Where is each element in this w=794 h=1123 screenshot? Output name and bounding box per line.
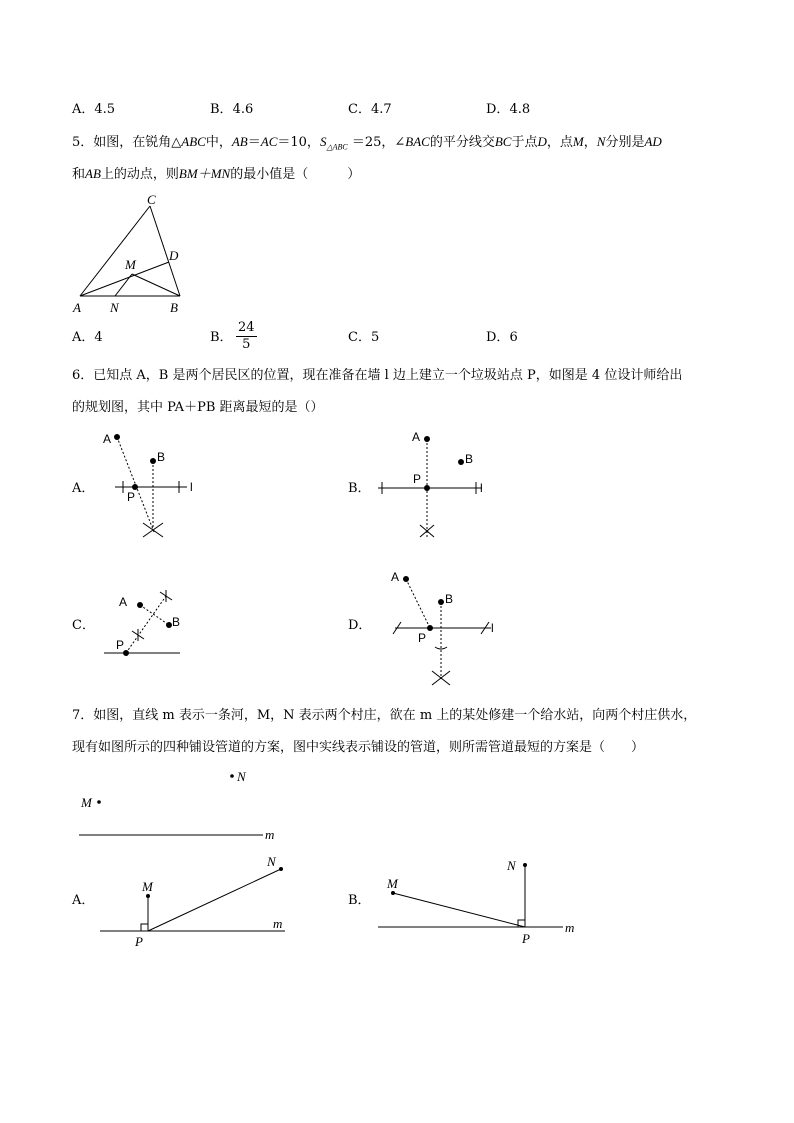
q6-option-a-key: A．: [72, 481, 95, 496]
text: BAC: [405, 134, 430, 149]
text: ABC: [181, 134, 206, 149]
q7-figure-a: [95, 850, 305, 950]
q6-figure-d: [385, 565, 505, 695]
label-p: P: [127, 490, 136, 504]
q5-option-b-fraction: [236, 320, 257, 353]
q4-option-c: [348, 102, 392, 118]
text: BC: [494, 134, 512, 149]
label-b: B: [170, 300, 178, 315]
q5-stem-line2: [72, 166, 360, 183]
option-key: A．: [72, 330, 95, 345]
option-key: D．: [486, 102, 510, 117]
option-text: 4.5: [94, 102, 116, 117]
text: AB: [85, 166, 101, 181]
label-p: P: [116, 638, 125, 652]
text: ，点: [546, 135, 573, 150]
text: ＝: [247, 135, 261, 150]
q7-option-b-key: B．: [348, 893, 371, 908]
label-l: l: [190, 480, 193, 494]
text: AB: [231, 134, 248, 149]
fraction-numerator: 24: [238, 320, 255, 335]
q7-stem-line2: 现有如图所示的四种铺设管道的方案，图中实线表示铺设的管道，则所需管道最短的方案是（ ）: [72, 740, 645, 755]
label-d: D: [169, 248, 179, 263]
label-b: B: [445, 592, 454, 606]
fraction-denominator: 5: [242, 337, 251, 352]
text: AC: [260, 134, 278, 149]
text: 和: [72, 167, 86, 182]
label-p: P: [413, 472, 422, 486]
text: M: [572, 134, 584, 149]
text: 5．如图，在锐角△: [72, 135, 182, 150]
option-text: 6: [509, 330, 518, 345]
q7-river-figure: [75, 765, 295, 845]
q7-figure-b: [375, 850, 595, 950]
text: 上的动点，则: [100, 167, 179, 182]
label-n: N: [507, 858, 516, 873]
label-river-m: m: [565, 920, 575, 935]
text: 分别是: [605, 135, 645, 150]
text: ，: [583, 135, 597, 150]
q7-stem-line1: 7．如图，直线 m 表示一条河，M，N 表示两个村庄，欲在 m 上的某处修建一个给水站，向两个村庄供水，: [72, 708, 697, 723]
q6-option-d-key: D．: [348, 618, 372, 633]
label-b: B: [172, 615, 181, 629]
label-a: A: [391, 570, 400, 584]
q5-stem-line1: [72, 134, 662, 156]
option-key: D．: [486, 330, 510, 345]
label-p: P: [522, 931, 530, 946]
label-m: M: [81, 795, 92, 810]
text: 中，: [205, 135, 232, 150]
label-l: l: [480, 481, 483, 495]
option-text: 4: [94, 330, 103, 345]
option-key: B．: [210, 330, 233, 345]
q6-stem-line2: 的规划图，其中 PA＋PB 距离最短的是（）: [72, 400, 324, 415]
option-text: 4.8: [509, 102, 531, 117]
text: BM＋MN: [178, 166, 231, 181]
label-l: l: [491, 621, 494, 635]
q5-triangle-figure: [70, 192, 190, 317]
text: △ABC: [326, 142, 348, 152]
q5-option-a: [72, 330, 103, 346]
label-m: M: [142, 879, 153, 894]
text: 于点: [511, 135, 538, 150]
label-n: N: [237, 769, 246, 784]
label-c: C: [147, 192, 156, 207]
option-text: 5: [370, 330, 380, 345]
q5-option-d: [486, 330, 518, 346]
label-a: A: [103, 432, 112, 446]
option-text: 4.6: [232, 102, 254, 117]
q6-option-c-key: C．: [72, 618, 95, 633]
label-n: N: [267, 854, 276, 869]
option-key: C．: [348, 102, 371, 117]
option-text: 4.7: [370, 102, 392, 117]
q6-stem-line1: 6．已知点 A，B 是两个居民区的位置，现在准备在墙 l 边上建立一个垃圾站点 P，如图是 4 位设计师给出: [72, 368, 683, 383]
text: N: [596, 134, 606, 149]
text: ＝25，∠: [347, 135, 406, 150]
label-n: N: [110, 300, 119, 315]
text: D: [537, 134, 547, 149]
q5-option-c: [348, 330, 379, 346]
q7-option-a-key: A．: [72, 893, 95, 908]
label-a: A: [119, 595, 128, 609]
label-p: P: [135, 934, 143, 949]
q5-option-b: [210, 330, 233, 346]
q6-figure-c: [100, 582, 210, 672]
label-a: A: [412, 430, 421, 444]
text: 的平分线交: [429, 135, 495, 150]
option-key: A．: [72, 102, 95, 117]
text: AD: [644, 134, 662, 149]
q6-figure-b: [370, 425, 490, 545]
label-a: A: [73, 300, 81, 315]
label-m: M: [387, 876, 398, 891]
label-b: B: [157, 450, 166, 464]
q4-option-b: [210, 102, 253, 118]
option-key: B．: [210, 102, 233, 117]
label-river-m: m: [273, 916, 283, 931]
option-key: C．: [348, 330, 371, 345]
q6-figure-a: [95, 425, 205, 545]
text: ＝10，: [277, 135, 320, 150]
q6-option-b-key: B．: [348, 481, 371, 496]
label-b: B: [465, 452, 474, 466]
label-m: M: [125, 257, 136, 272]
label-river-m: m: [265, 827, 275, 842]
text: 的最小值是（ ）: [230, 167, 361, 182]
q4-option-d: [486, 102, 530, 118]
text: S: [319, 134, 327, 149]
label-p: P: [418, 631, 427, 645]
q4-option-a: [72, 102, 115, 118]
